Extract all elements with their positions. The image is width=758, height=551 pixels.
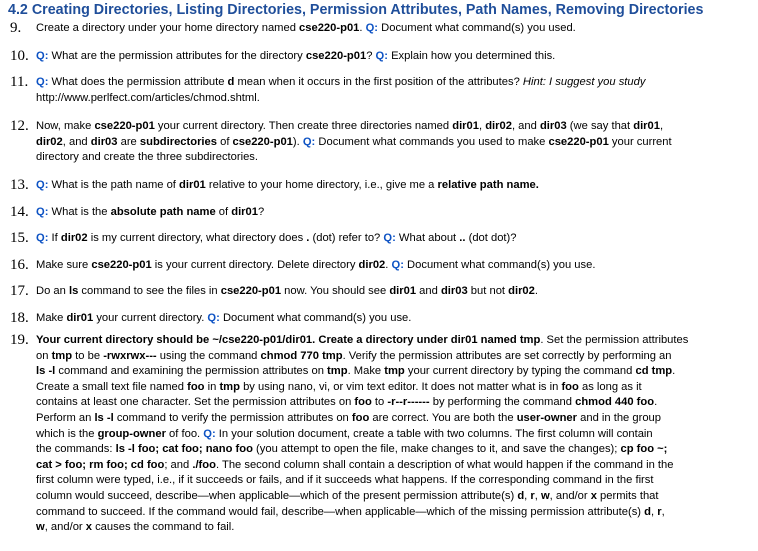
question-number: 10. [10,48,29,64]
bold-term: w [36,521,45,534]
text-run: Now, make [36,120,95,132]
question-9 [10,21,750,37]
text-run: command to succeed. If the command would fail, describe—when applicable—which of the missing permission attribute(s) [36,505,645,518]
text-run: is your current directory. Delete directory [151,259,359,271]
bold-term: chmod 440 foo [575,396,655,409]
text-run: What is the [48,206,111,218]
text-run: . [385,259,392,271]
text-run: . The second column shall contain a description of what would happen if the command in the [215,458,674,471]
question-label: Q: [36,50,49,62]
question-number: 12. [10,118,29,134]
text-run: (dot) refer to? [309,232,384,244]
bold-term: cse220-p01 [94,120,155,132]
text-run: ). [292,135,303,148]
bold-term: ls [68,285,79,297]
bold-term: group-owner [97,427,166,440]
text-run: , and [62,135,91,148]
bold-term: dir01 [231,206,258,218]
question-text [36,258,750,274]
text-run: of [215,206,232,218]
question-text [36,178,750,194]
bold-term: dir02 [358,259,386,271]
bold-term: dir01 [633,120,660,132]
question-label: Q: [375,50,388,62]
text-run: , [478,120,486,132]
text-run: which is the [36,427,98,440]
question-text [36,75,750,106]
bold-term: foo [354,396,372,409]
question-text [36,311,750,327]
text-run: What about [395,232,460,244]
text-run: and in the group [577,411,661,424]
bold-term: r [657,505,662,518]
bold-term: subdirectories [139,135,217,148]
question-text [36,119,750,166]
text-run: Create a directory under your home directory named [36,22,300,34]
text-run: causes the command to fail. [91,521,235,534]
question-label: Q: [36,179,49,191]
bold-term: cd tmp [635,365,673,378]
text-run: (we say that [566,120,634,132]
text-run: are [117,135,140,148]
question-11 [10,75,750,106]
text-run: permits that [596,489,659,502]
bold-term: x [85,521,92,534]
text-run: directory and create the three subdirectories. [36,151,259,164]
question-number: 9. [10,20,22,36]
text-run: Explain how you determined this. [387,50,556,62]
bold-term: dir01 [389,285,417,297]
text-run: mean when it occurs in the first position of the attributes? [234,76,523,88]
text-run: What does the permission attribute [48,76,228,88]
bold-term: dir01 [452,120,479,132]
question-label: Q: [207,312,220,324]
text-run: to [371,396,388,409]
bold-term: relative path name. [437,179,539,191]
hint-text: Hint: I suggest you study [522,76,646,88]
text-run: , and/or [44,521,86,534]
text-run: Perform an [36,411,95,424]
bold-term: absolute path name [110,206,216,218]
question-label: Q: [365,22,379,34]
text-run: , [650,505,658,518]
bold-term: w [540,489,550,502]
text-run: Document what command(s) you used. [378,22,576,34]
text-run: . [654,396,658,409]
bold-term: ls -l [94,411,114,424]
bold-term: dir01 [66,312,94,324]
question-text [36,205,750,221]
question-15 [10,231,750,247]
section-heading: 4.2 Creating Directories, Listing Directories, Permission Attributes, Path Names, Removing Directories [8,2,704,18]
text-run: your current directory. [93,312,208,324]
text-run: Document what command(s) you use. [403,259,596,271]
bold-term: user-owner [516,411,578,424]
question-text [36,49,750,65]
bold-term: ls -l foo; cat foo; nano foo [115,443,253,456]
bold-term: cse220-p01 [299,22,360,34]
text-run: command and examining the permission attributes on [55,365,328,378]
text-run: relative to your home directory, i.e., give me a [205,179,438,191]
text-run: , [661,505,665,518]
text-run: . [534,285,538,297]
question-13 [10,178,750,194]
text-run: using the command [156,349,261,362]
text-run: , and [511,120,540,132]
text-run: in [204,380,220,393]
bold-term: cse220-p01 [305,50,367,62]
question-text [36,284,750,300]
text-run: are correct. You are both the [369,411,517,424]
text-run: command to see the files in [78,285,221,297]
question-16 [10,258,750,274]
text-run: (dot dot)? [465,232,517,244]
question-number: 17. [10,283,29,299]
bold-term: cse220-p01 [91,259,152,271]
bold-term: dir02 [60,232,88,244]
bold-term: tmp [327,365,348,378]
text-run: by using nano, vi, or vim text editor. It does not matter what is in [239,380,562,393]
text-run: Document what command(s) you use. [219,312,412,324]
text-run: , [659,120,664,132]
text-run: , [524,489,531,502]
text-run: . [672,365,676,378]
question-number: 19. [10,332,29,348]
question-17 [10,284,750,300]
text-run: by performing the command [429,396,576,409]
question-14 [10,205,750,221]
bold-term: tmp [384,365,405,378]
text-run: as long as it [578,380,642,393]
question-number: 16. [10,257,29,273]
text-run: ; and [164,458,193,471]
question-label: Q: [36,206,49,218]
bold-term: dir02 [485,120,512,132]
text-run: , and/or [549,489,591,502]
text-run: Do an [36,285,69,297]
question-label: Q: [203,427,216,440]
text-run: is my current directory, what directory does [87,232,307,244]
question-text [36,231,750,247]
question-label: Q: [302,135,316,148]
text-run: and [416,285,441,297]
question-12 [10,119,750,166]
bold-term: d [517,489,525,502]
text-run: . [359,22,366,34]
bold-term: dir03 [539,120,567,132]
question-10 [10,49,750,65]
bold-term: dir03 [90,135,118,148]
bold-term: . [306,232,310,244]
text-run: What are the permission attributes for the directory [48,50,306,62]
text-run: Make [36,312,67,324]
bold-term: foo [187,380,205,393]
question-number: 18. [10,310,29,326]
question-label: Q: [36,232,49,244]
bold-term: ./foo [192,458,216,471]
bold-term: dir02 [508,285,535,297]
question-label: Q: [391,259,404,271]
question-text [36,333,750,536]
text-run: Make sure [36,259,92,271]
question-label: Q: [36,76,49,88]
bold-term: Your current directory should be ~/cse220-p01/dir01. Create a directory under dir01 named tmp [36,334,541,346]
question-18 [10,311,750,327]
bold-term: dir01 [179,179,206,191]
bold-term: -rwxrwx--- [103,349,157,362]
text-run: , [534,489,541,502]
text-run: ? [366,50,376,62]
text-run: command to verify the permission attributes on [113,411,352,424]
text-run: of [217,135,233,148]
bold-term: -r--r------ [387,396,430,409]
question-number: 14. [10,204,29,220]
bold-term: chmod 770 tmp [260,349,343,362]
bold-term: cse220-p01 [232,135,293,148]
question-number: 11. [10,74,29,90]
bold-term: dir02 [36,135,63,148]
text-run: . Verify the permission attributes are set correctly by performing an [342,349,672,362]
text-run: . Set the permission attributes [540,334,689,346]
text-run: What is the path name of [48,179,180,191]
question-text [36,21,750,37]
question-number: 13. [10,177,29,193]
text-run: . Make [347,365,385,378]
bold-term: tmp [51,349,73,362]
text-run: your current directory by typing the command [404,365,636,378]
text-run: (you attempt to open the file, make changes to it, and save the changes); [252,443,621,456]
text-run: column would succeed, describe—when applicable—which of the present permission attribute(s) [36,489,518,502]
text-run: on [36,349,52,362]
question-label: Q: [383,232,396,244]
text-run: to be [72,349,104,362]
bold-term: d [227,76,235,88]
bold-term: tmp [219,380,240,393]
bold-term: x [590,489,597,502]
text-run: but not [467,285,509,297]
question-19 [10,333,750,536]
text-run: first column were typed, i.e., if it succeeds or fails, and if it succeeds what happens. If the corresponding command in the first [36,474,654,487]
text-run: of foo. [165,427,204,440]
text-run: contains at least one character. Set the permission attributes on [36,396,355,409]
text-run: ? [257,206,265,218]
bold-term: foo [561,380,579,393]
text-run: Document what commands you used to make [315,135,549,148]
text-run: http://www.perlfect.com/articles/chmod.shtml. [36,91,260,104]
bold-term: ls -l [36,365,56,378]
bold-term: cse220-p01 [548,135,609,148]
text-run: In your solution document, create a table with two columns. The first column will contain [215,427,653,440]
bold-term: .. [459,232,466,244]
text-run: your current [608,135,672,148]
text-run: If [48,232,61,244]
bold-term: cat > foo; rm foo; cd foo [36,458,165,471]
text-run: your current directory. Then create three directories named [154,120,453,132]
bold-term: cse220-p01 [220,285,282,297]
bold-term: r [530,489,535,502]
question-number: 15. [10,230,29,246]
bold-term: dir03 [440,285,468,297]
text-run: Create a small text file named [36,380,188,393]
text-run: now. You should see [281,285,390,297]
bold-term: foo [351,411,370,424]
text-run: the commands: [36,443,116,456]
bold-term: d [644,505,651,518]
bold-term: cp foo ~; [620,443,668,456]
